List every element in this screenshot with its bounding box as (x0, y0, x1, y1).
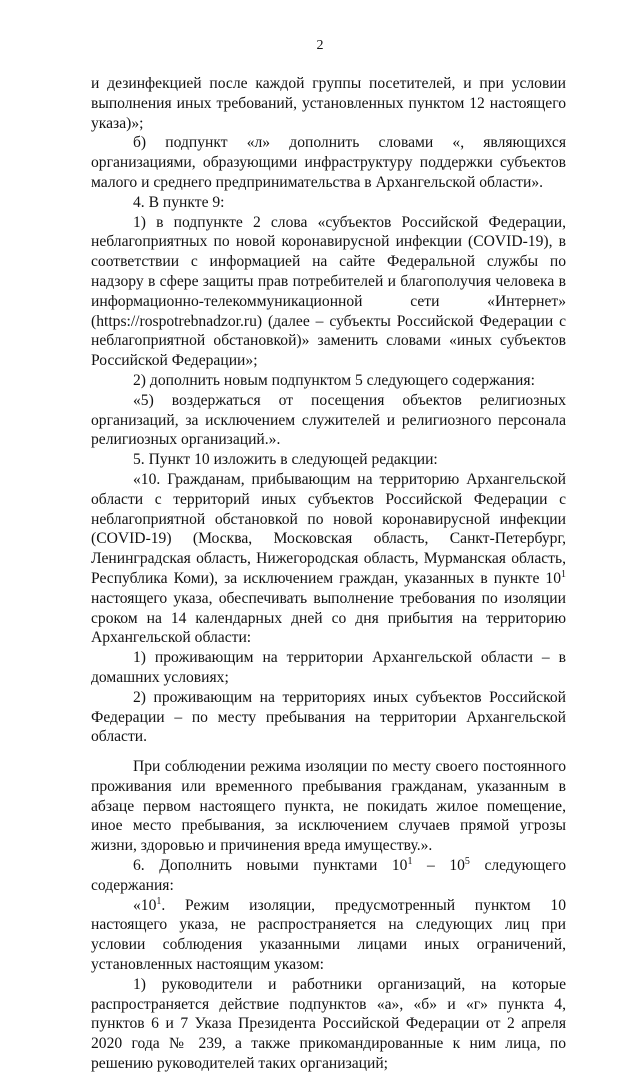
superscript: 1 (561, 568, 566, 580)
point-10-sup-1-tail: . Режим изоляции, предусмотренный пунктом 10 настоящего указа, не распространяется на следующих лиц при условии соблюдения указанными лицами иных ограничений, установленных настоящим указом: (91, 896, 566, 974)
paragraph-continuation: и дезинфекцией после каждой группы посетителей, и при условии выполнения иных требований, установленных пунктом 12 настоящего указа)»; (91, 75, 566, 132)
superscript: 1 (156, 895, 162, 907)
point-10-sup-1-text: «10 (133, 896, 157, 914)
paragraph-point-10-sup-1-item-1: 1) руководители и работники организаций, на которые распространяется действие подпунктов «а», «б» и «г» пункта 4, пунктов 6 и 7 Указа Президента Российской Федерации от 2 апреля 2020 года № 239, а также прикомандированные к ним лица, по решению руководителей таких организаций; (91, 975, 566, 1073)
superscript: 1 (407, 856, 413, 868)
item-6-tail: следующего содержания: (91, 857, 566, 894)
document-body (91, 74, 566, 1074)
point-10-text: «10. Гражданам, прибывающим на территорию Архангельской области с территорий иных субъектов Российской Федерации с неблагоприятной обстановкой по новой коронавирусной инфекции (COVID-19) (Москва, Московская область, Санкт-Петербург, Ленинградская область, Нижегородская область, Мурманская область, Республика Коми), за исключением граждан, указанных в пункте 10 (91, 470, 566, 587)
point-10-tail: настоящего указа, обеспечивать выполнение требования по изоляции сроком на 14 календарных дней со дня прибытия на территорию Архангельской области: (91, 589, 566, 647)
paragraph-item-4-2: 2) дополнить новым подпунктом 5 следующего содержания: (133, 371, 535, 389)
paragraph-subpoint-b: б) подпункт «л» дополнить словами «, являющихся организациями, образующими инфраструктуру поддержки субъектов малого и среднего предпринимательства в Архангельской области». (91, 134, 566, 191)
paragraph-point-10 (91, 470, 566, 648)
paragraph-item-4: 4. В пункте 9: (133, 193, 225, 211)
page-number: 2 (316, 38, 324, 53)
paragraph-point-10-1: 1) проживающим на территории Архангельской области – в домашних условиях; (91, 649, 566, 686)
paragraph-quote-5: «5) воздержаться от посещения объектов религиозных организаций, за исключением служителей и религиозного персонала религиозных организаций.». (91, 391, 566, 449)
superscript: 5 (464, 856, 470, 868)
paragraph-item-6 (91, 856, 566, 896)
paragraph-item-5: 5. Пункт 10 изложить в следующей редакции: (133, 451, 438, 469)
paragraph-isolation: При соблюдении режима изоляции по месту своего постоянного проживания или временного пребывания гражданам, указанным в абзаце первом настоящего пункта, не покидать жилое помещение, иное место пребывания, за исключением случаев прямой угрозы жизни, здоровью и причинения вреда имуществу.». (91, 758, 566, 855)
paragraph-item-4-1: 1) в подпункте 2 слова «субъектов Российской Федерации, неблагоприятных по новой коронавирусной инфекции (COVID-19), в соответствии с информацией на сайте Федеральной службы по надзору в сфере защиты прав потребителей и благополучия человека в информационно-телекоммуникационной сети «Интернет» (https://rospotrebnadzor.ru) (далее – субъекты Российской Федерации с неблагоприятной обстановкой)» заменить словами «иных субъектов Российской Федерации»; (91, 213, 566, 370)
paragraph-point-10-sup-1 (91, 896, 566, 975)
paragraph-point-10-2: 2) проживающим на территориях иных субъектов Российской Федерации – по месту пребывания на территории Архангельской области. (91, 688, 566, 746)
item-6-text: 6. Дополнить новыми пунктами 10 (133, 857, 408, 875)
item-6-mid: – 10 (412, 857, 465, 875)
